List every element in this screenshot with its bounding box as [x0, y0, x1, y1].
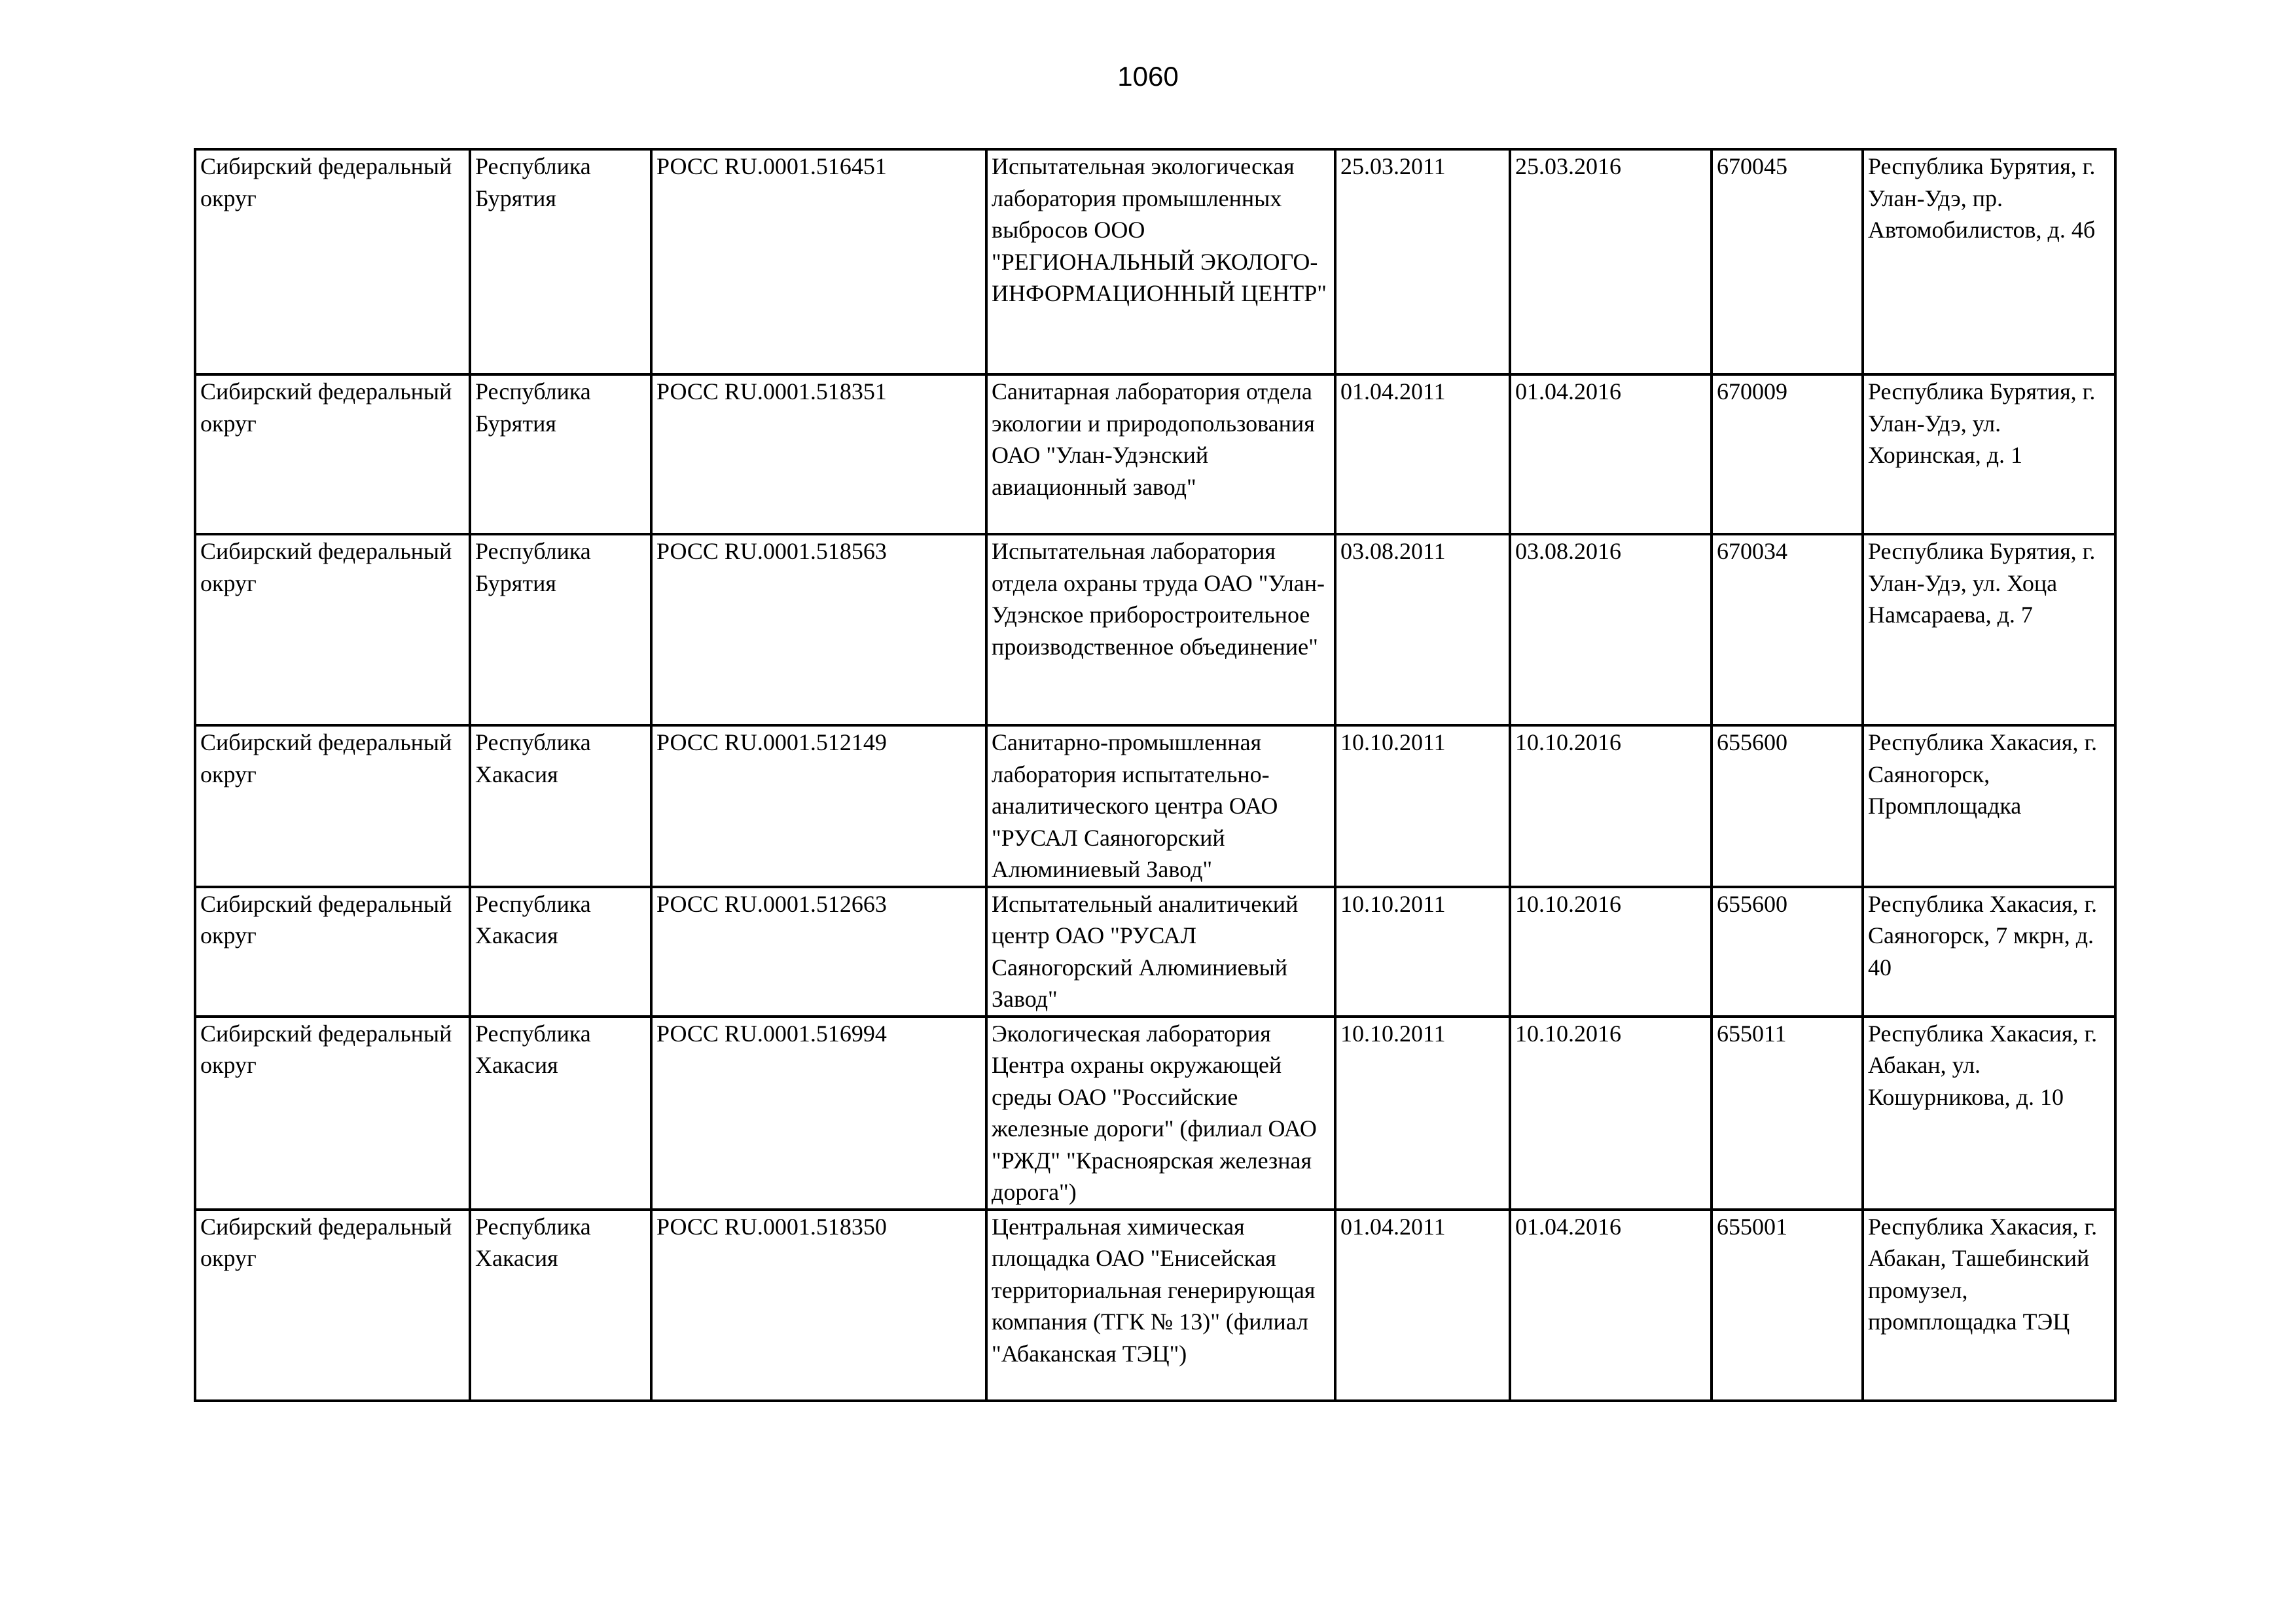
cell-laboratory-name: Санитарно-промышленная лаборатория испытательно-аналитического центра ОАО "РУСАЛ Саяногорский Алюминиевый Завод" — [986, 725, 1335, 887]
cell-certificate-number: РОСС RU.0001.518351 — [651, 374, 986, 534]
cell-region: Республика Бурятия — [470, 374, 651, 534]
cell-postal-index: 655600 — [1712, 725, 1863, 887]
cell-expiry-date: 01.04.2016 — [1510, 1210, 1712, 1401]
cell-issue-date: 25.03.2011 — [1335, 149, 1510, 374]
cell-address: Республика Бурятия, г. Улан-Удэ, ул. Хоца Намсараева, д. 7 — [1863, 534, 2115, 725]
cell-region: Республика Хакасия — [470, 725, 651, 887]
cell-certificate-number: РОСС RU.0001.512149 — [651, 725, 986, 887]
cell-federal-district: Сибирский федеральный округ — [195, 374, 470, 534]
cell-federal-district: Сибирский федеральный округ — [195, 1210, 470, 1401]
cell-region: Республика Бурятия — [470, 534, 651, 725]
table-row — [195, 887, 2115, 1017]
table-row — [195, 725, 2115, 887]
cell-postal-index: 655001 — [1712, 1210, 1863, 1401]
table-row — [195, 534, 2115, 725]
cell-postal-index: 655011 — [1712, 1017, 1863, 1210]
cell-laboratory-name: Испытательная экологическая лаборатория промышленных выбросов ООО "РЕГИОНАЛЬНЫЙ ЭКОЛОГО-ИНФОРМАЦИОННЫЙ ЦЕНТР" — [986, 149, 1335, 374]
cell-address: Республика Бурятия, г. Улан-Удэ, пр. Автомобилистов, д. 4б — [1863, 149, 2115, 374]
cell-issue-date: 03.08.2011 — [1335, 534, 1510, 725]
cell-federal-district: Сибирский федеральный округ — [195, 725, 470, 887]
cell-certificate-number: РОСС RU.0001.518563 — [651, 534, 986, 725]
cell-laboratory-name: Центральная химическая площадка ОАО "Енисейская территориальная генерирующая компания (ТГК № 13)" (филиал "Абаканская ТЭЦ") — [986, 1210, 1335, 1401]
laboratory-registry-table — [194, 148, 2117, 1402]
cell-laboratory-name: Экологическая лаборатория Центра охраны окружающей среды ОАО "Российские железные дороги" (филиал ОАО "РЖД" "Красноярская железная дорога") — [986, 1017, 1335, 1210]
cell-federal-district: Сибирский федеральный округ — [195, 1017, 470, 1210]
cell-postal-index: 670045 — [1712, 149, 1863, 374]
cell-region: Республика Хакасия — [470, 887, 651, 1017]
cell-federal-district: Сибирский федеральный округ — [195, 887, 470, 1017]
cell-laboratory-name: Испытательная лаборатория отдела охраны труда ОАО "Улан-Удэнское приборостроительное производственное объединение" — [986, 534, 1335, 725]
table-row — [195, 1017, 2115, 1210]
cell-address: Республика Бурятия, г. Улан-Удэ, ул. Хоринская, д. 1 — [1863, 374, 2115, 534]
cell-expiry-date: 01.04.2016 — [1510, 374, 1712, 534]
cell-postal-index: 670034 — [1712, 534, 1863, 725]
cell-postal-index: 670009 — [1712, 374, 1863, 534]
cell-issue-date: 10.10.2011 — [1335, 887, 1510, 1017]
cell-region: Республика Хакасия — [470, 1210, 651, 1401]
cell-address: Республика Хакасия, г. Абакан, Ташебинский промузел, промплощадка ТЭЦ — [1863, 1210, 2115, 1401]
cell-certificate-number: РОСС RU.0001.516994 — [651, 1017, 986, 1210]
cell-postal-index: 655600 — [1712, 887, 1863, 1017]
cell-expiry-date: 10.10.2016 — [1510, 887, 1712, 1017]
cell-certificate-number: РОСС RU.0001.516451 — [651, 149, 986, 374]
cell-expiry-date: 03.08.2016 — [1510, 534, 1712, 725]
cell-expiry-date: 10.10.2016 — [1510, 1017, 1712, 1210]
cell-region: Республика Хакасия — [470, 1017, 651, 1210]
cell-expiry-date: 25.03.2016 — [1510, 149, 1712, 374]
cell-laboratory-name: Испытательный аналитичекий центр ОАО "РУСАЛ Саяногорский Алюминиевый Завод" — [986, 887, 1335, 1017]
cell-certificate-number: РОСС RU.0001.518350 — [651, 1210, 986, 1401]
cell-federal-district: Сибирский федеральный округ — [195, 149, 470, 374]
cell-expiry-date: 10.10.2016 — [1510, 725, 1712, 887]
cell-address: Республика Хакасия, г. Саяногорск, Промплощадка — [1863, 725, 2115, 887]
table-row — [195, 374, 2115, 534]
cell-laboratory-name: Санитарная лаборатория отдела экологии и природопользования ОАО "Улан-Удэнский авиационный завод" — [986, 374, 1335, 534]
page-number: 1060 — [1117, 61, 1179, 92]
cell-issue-date: 01.04.2011 — [1335, 374, 1510, 534]
cell-certificate-number: РОСС RU.0001.512663 — [651, 887, 986, 1017]
cell-address: Республика Хакасия, г. Абакан, ул. Кошурникова, д. 10 — [1863, 1017, 2115, 1210]
cell-region: Республика Бурятия — [470, 149, 651, 374]
cell-issue-date: 10.10.2011 — [1335, 725, 1510, 887]
table-row — [195, 149, 2115, 374]
cell-federal-district: Сибирский федеральный округ — [195, 534, 470, 725]
table-row — [195, 1210, 2115, 1401]
cell-address: Республика Хакасия, г. Саяногорск, 7 мкрн, д. 40 — [1863, 887, 2115, 1017]
cell-issue-date: 01.04.2011 — [1335, 1210, 1510, 1401]
cell-issue-date: 10.10.2011 — [1335, 1017, 1510, 1210]
